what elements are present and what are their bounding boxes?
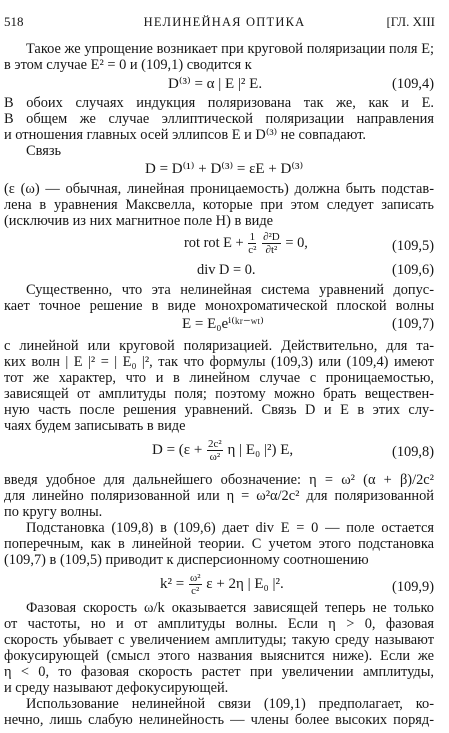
- text-line: с линейной или круговой поляризацией. Действительно, для та-: [4, 337, 434, 354]
- text-line: Связь: [26, 143, 62, 160]
- equation-109-5: [184, 231, 308, 256]
- equation-number: (109,8): [392, 444, 434, 461]
- fraction-denominator: ∂t²: [265, 244, 278, 257]
- text-line: зависящей от амплитуды поля; поэтому можно брать веществен-: [4, 385, 434, 402]
- text-line: скорость убывает с увеличением амплитуды; такую среду называют: [4, 632, 434, 648]
- text-line: лена в уравнения Максвелла, которые при этом следует записать: [4, 196, 434, 213]
- equation-109-7: E = E₀eⁱ⁽ᵏʳ⁻ʷᵗ⁾: [182, 315, 264, 332]
- text-line: чаях будем записывать в виде: [4, 417, 186, 434]
- text-line: Использование нелинейной связи (109,1) предполагает, ко-: [26, 696, 434, 712]
- text-line: ную часть после решения уравнений. Связь D и E в этих слу-: [4, 401, 434, 418]
- text-line: введя удобное для дальнейшего обозначение: η = ω² (α + β)/2c²: [4, 472, 434, 489]
- equation-number: (109,6): [392, 262, 434, 279]
- equation-part: D = (ε +: [152, 442, 203, 459]
- text-line: в этом случае E² = 0 и (109,1) сводится к: [4, 56, 252, 73]
- text-line: для линейно поляризованной или η = ω²α/2c² для поляризованной: [4, 488, 434, 505]
- fraction-numerator: 1: [249, 231, 256, 244]
- fraction-denominator: ω²: [209, 451, 221, 464]
- text-line: Фазовая скорость ω/k оказывается зависящей теперь не только: [26, 600, 434, 617]
- equation-109-8: [152, 438, 293, 463]
- equation-part: rot rot E +: [184, 234, 244, 251]
- fraction-numerator: ω²: [189, 572, 201, 585]
- equation-part: = 0,: [285, 234, 308, 251]
- chapter-label: [ГЛ. XIII: [386, 14, 435, 29]
- text-line: поперечным, как в линейной теории. С учетом этого подстановка: [4, 536, 434, 553]
- fraction: [262, 231, 281, 256]
- equation-link: D = D⁽¹⁾ + D⁽³⁾ = εE + D⁽³⁾: [145, 160, 304, 177]
- running-title: НЕЛИНЕЙНАЯ ОПТИКА: [143, 15, 306, 29]
- text-line: (109,7) в (109,5) приводит к дисперсионному соотношению: [4, 552, 369, 569]
- fraction-numerator: 2c²: [208, 438, 222, 451]
- text-line: В общем же случае эллиптической поляризации направления: [4, 111, 434, 128]
- equation-part: k² =: [160, 576, 185, 593]
- text-line: нечно, лишь слабую нелинейность — члены более высоких поряд-: [4, 712, 434, 728]
- text-line: Подстановка (109,8) в (109,6) дает div E = 0 — поле остается: [26, 520, 434, 537]
- equation-number: (109,7): [392, 315, 434, 332]
- text-line: Такое же упрощение возникает при круговой поляризации поля E;: [26, 41, 434, 57]
- fraction: [207, 438, 223, 463]
- text-line: и среду называют дефокусирующей.: [4, 680, 229, 696]
- fraction: [189, 572, 202, 597]
- text-line: Существенно, что эта нелинейная система уравнений допус-: [26, 281, 434, 298]
- page-number: 518: [4, 14, 24, 29]
- fraction: [248, 231, 256, 256]
- fraction-denominator: c²: [191, 585, 200, 598]
- equation-109-9: [160, 572, 284, 597]
- text-line: ких волн | E |² = | E₀ |², так что формулы (109,3) или (109,4) имеют: [4, 353, 434, 370]
- text-line: кает точное решение в виде монохроматической плоской волны: [4, 297, 434, 314]
- text-line: (исключив из них магнитное поле H) в виде: [4, 212, 274, 229]
- text-line: фокусирующей (смысл этого названия выяснится ниже). Если же: [4, 648, 434, 664]
- equation-number: (109,9): [392, 578, 434, 595]
- text-line: (ε (ω) — обычная, линейная проницаемость) должна быть подстав-: [4, 180, 434, 197]
- text-line: от частоты, но и от амплитуды волны. Если η > 0, фазовая: [4, 616, 434, 633]
- equation-109-6: div D = 0.: [197, 262, 256, 279]
- text-line: В обоих случаях индукция поляризована так же, как и E.: [4, 95, 434, 112]
- text-line: η < 0, то фазовая скорость растет при увеличении амплитуды,: [4, 664, 434, 680]
- text-line: тот же характер, что и в линейном случае с проницаемостью,: [4, 369, 434, 386]
- equation-number: (109,4): [392, 75, 434, 92]
- text-line: и отношения главных осей эллипсов E и D⁽³⁾ не совпадают.: [4, 127, 367, 144]
- equation-number: (109,5): [392, 238, 434, 255]
- equation-109-4: D⁽³⁾ = α | E |² E.: [168, 75, 263, 92]
- fraction-numerator: ∂²D: [263, 231, 280, 244]
- equation-part: ε + 2η | E₀ |².: [206, 576, 284, 593]
- equation-part: η | E₀ |²) E,: [227, 442, 294, 459]
- fraction-denominator: c²: [248, 244, 257, 257]
- text-line: по кругу волны.: [4, 504, 103, 521]
